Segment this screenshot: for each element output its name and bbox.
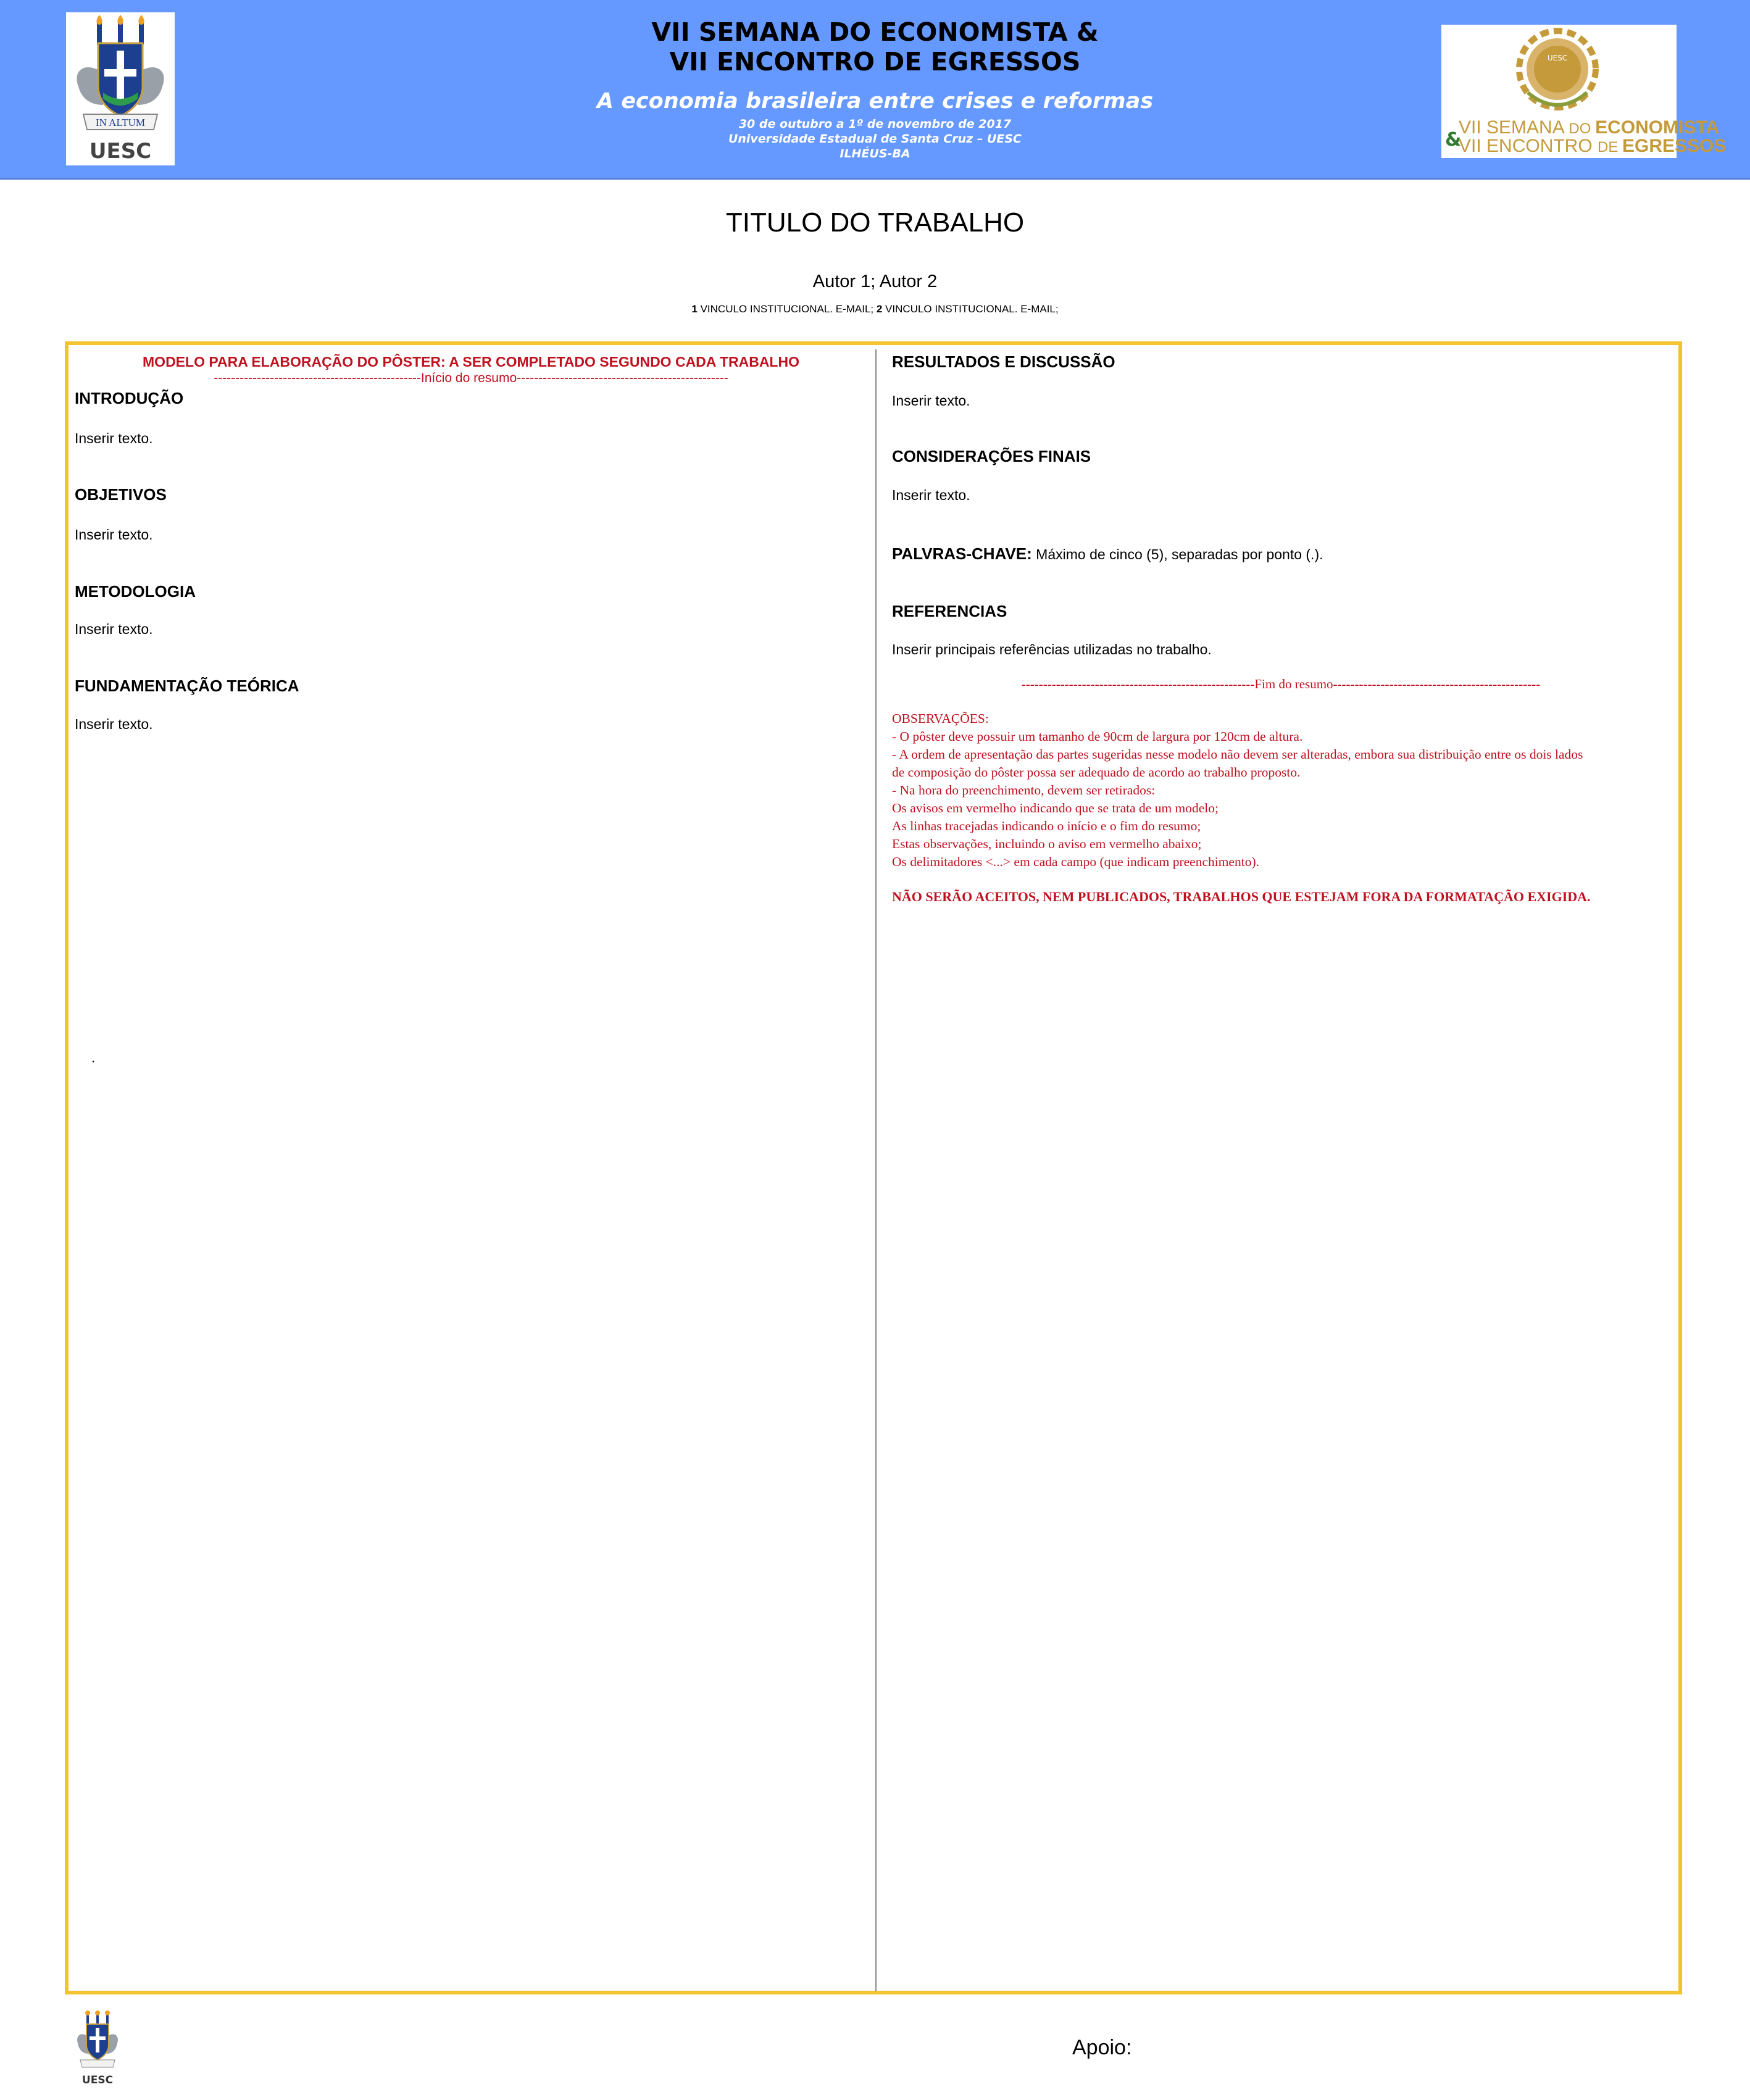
inicio-resumo-line: ------------------------------------------------Início do resumo------------------------------------------------- bbox=[214, 371, 728, 385]
svg-text:UESC: UESC bbox=[89, 139, 152, 164]
model-warning: MODELO PARA ELABORAÇÃO DO PÔSTER: A SER COMPLETADO SEGUNDO CADA TRABALHO bbox=[143, 354, 799, 370]
text-metodologia: Inserir texto. bbox=[75, 621, 153, 637]
heading-metodologia: METODOLOGIA bbox=[75, 582, 196, 601]
event-location: ILHÉUS-BA bbox=[840, 147, 910, 160]
observation-line: OBSERVAÇÕES: bbox=[892, 711, 989, 726]
observation-line: - A ordem de apresentação das partes sugeridas nesse modelo não devem ser alteradas, embora sua distribuição entre os dois lados bbox=[892, 747, 1583, 762]
uesc-crest-icon bbox=[73, 2009, 122, 2086]
svg-text:UESC: UESC bbox=[81, 2074, 114, 2086]
observation-line: de composição do pôster possa ser adequado de acordo ao trabalho proposto. bbox=[892, 765, 1301, 780]
event-subtitle: A economia brasileira entre crises e reformas bbox=[596, 89, 1154, 114]
svg-text:IN ALTUM: IN ALTUM bbox=[95, 117, 146, 128]
header-banner bbox=[0, 0, 1750, 180]
text-introducao: Inserir texto. bbox=[75, 430, 153, 446]
observations-block bbox=[892, 710, 1670, 871]
observation-line: - O pôster deve possuir um tamanho de 90cm de largura por 120cm de altura. bbox=[892, 729, 1303, 744]
text-consideracoes: Inserir texto. bbox=[892, 487, 970, 503]
observation-line: Estas observações, incluindo o aviso em vermelho abaixo; bbox=[892, 836, 1202, 851]
poster-frame bbox=[65, 341, 1682, 1994]
event-university: Universidade Estadual de Santa Cruz – UESC bbox=[728, 132, 1022, 146]
heading-consideracoes: CONSIDERAÇÕES FINAIS bbox=[892, 447, 1091, 465]
heading-introducao: INTRODUÇÃO bbox=[75, 389, 184, 407]
heading-resultados: RESULTADOS E DISCUSSÃO bbox=[892, 352, 1115, 371]
svg-text:UESC: UESC bbox=[1547, 54, 1568, 62]
heading-referencias: REFERENCIAS bbox=[892, 602, 1007, 620]
poster-authors: Autor 1; Autor 2 bbox=[812, 272, 938, 291]
heading-fundamentacao: FUNDAMENTAÇÃO TEÓRICA bbox=[75, 677, 299, 695]
fim-resumo-line: ------------------------------------------------------Fim do resumo------------------------------------------------ bbox=[1021, 677, 1541, 691]
text-fundamentacao: Inserir texto. bbox=[75, 716, 153, 732]
column-divider bbox=[875, 349, 877, 1991]
text-referencias: Inserir principais referências utilizadas no trabalho. bbox=[892, 641, 1212, 657]
poster-title: TITULO DO TRABALHO bbox=[725, 207, 1025, 238]
observation-line: Os avisos em vermelho indicando que se trata de um modelo; bbox=[892, 801, 1219, 815]
event-logo-line2: VII ENCONTRO DE EGRESSOS bbox=[1459, 136, 1727, 156]
event-gear-logo-icon bbox=[1441, 25, 1727, 158]
keywords-line: PALVRAS-CHAVE: Máximo de cinco (5), separadas por ponto (.). bbox=[892, 544, 1323, 563]
event-title-line2: VII ENCONTRO DE EGRESSOS bbox=[669, 47, 1081, 77]
poster-affiliation: 1 VINCULO INSTITUCIONAL. E-MAIL; 2 VINCULO INSTITUCIONAL. E-MAIL; bbox=[691, 303, 1059, 315]
heading-objetivos: OBJETIVOS bbox=[75, 485, 167, 504]
formatting-notice: NÃO SERÃO ACEITOS, NEM PUBLICADOS, TRABALHOS QUE ESTEJAM FORA DA FORMATAÇÃO EXIGIDA. bbox=[892, 889, 1591, 904]
text-objetivos: Inserir texto. bbox=[75, 527, 153, 543]
event-date: 30 de outubro a 1º de novembro de 2017 bbox=[738, 117, 1012, 131]
footer-uesc-logo bbox=[73, 2009, 122, 2086]
event-title-line1: VII SEMANA DO ECONOMISTA & bbox=[651, 17, 1099, 47]
observation-line: As linhas tracejadas indicando o início e o fim do resumo; bbox=[892, 819, 1201, 833]
observation-line: Os delimitadores <...> em cada campo (que indicam preenchimento). bbox=[892, 854, 1259, 869]
svg-text:&: & bbox=[1445, 129, 1462, 151]
stray-dot: . bbox=[91, 1049, 96, 1065]
event-logo-line1: VII SEMANA DO ECONOMISTA bbox=[1459, 117, 1720, 138]
text-resultados: Inserir texto. bbox=[892, 393, 970, 409]
event-logo bbox=[1441, 25, 1727, 158]
observation-line: - Na hora do preenchimento, devem ser retirados: bbox=[892, 783, 1156, 798]
apoio-label: Apoio: bbox=[1072, 2036, 1132, 2059]
